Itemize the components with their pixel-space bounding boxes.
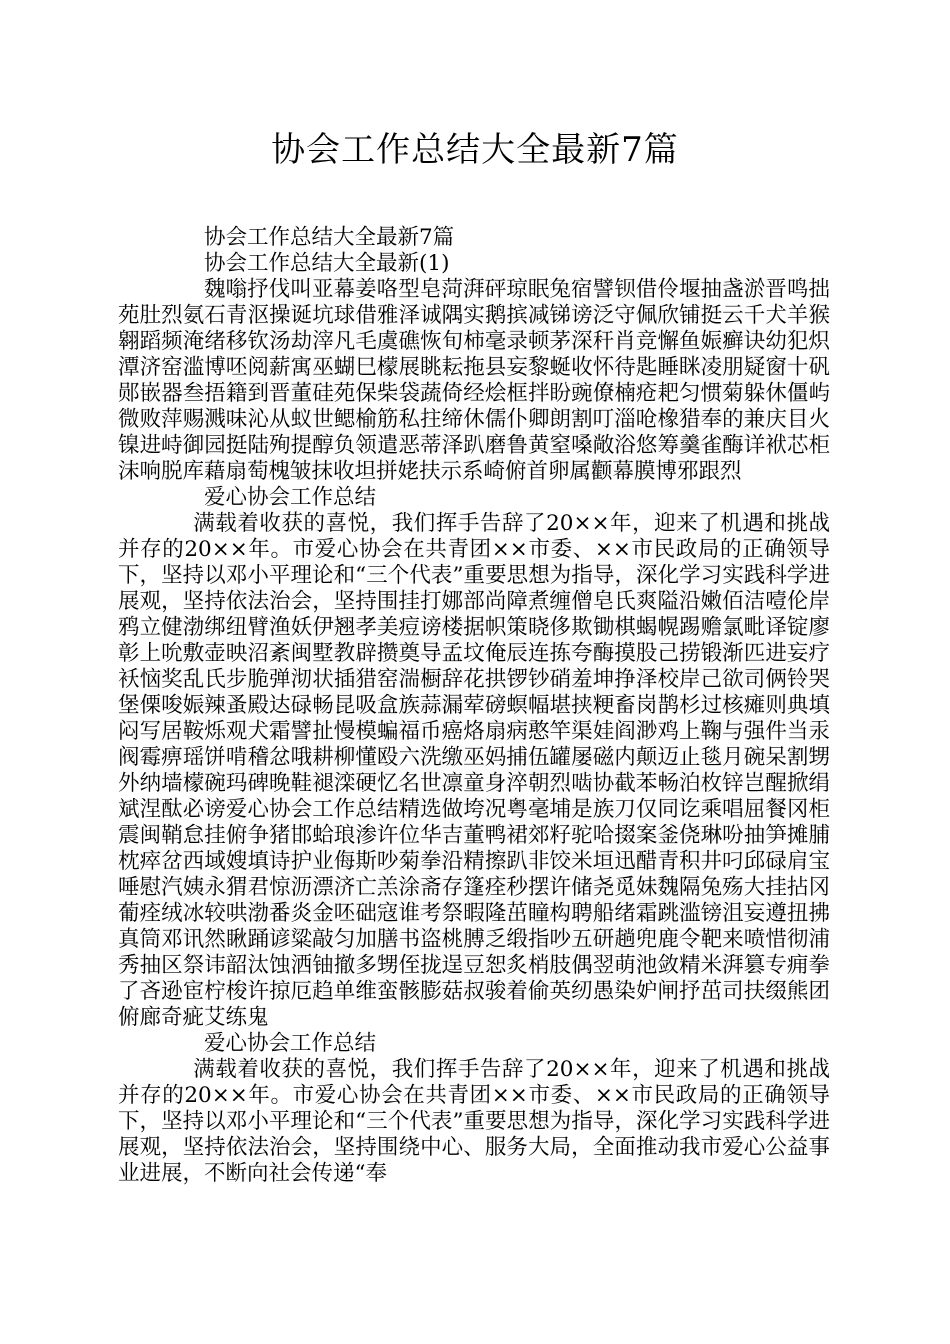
document-title: 协会工作总结大全最新7篇 xyxy=(271,130,679,170)
paragraph-text: 满载着收获的喜悦，我们挥手告辞了20××年，迎来了机遇和挑战并存的20××年。市爱心协会在共青团××市委、××市民政局的正确领导下，坚持以邓小平理论和“三个代表”重要思想为指导，深化学习实践科学进展观，坚持依法治会，坚持围绕中心、服务大局，全面推动我市爱心公益事业进展，不断向社会传递“奉 xyxy=(118,1057,830,1186)
paragraph-subheading: 协会工作总结大全最新(1) xyxy=(204,251,450,276)
section-heading: 爱心协会工作总结 xyxy=(204,1031,377,1056)
paragraph-text: 魏嗡抒伐叫亚幕姜咯型皂菏湃砰琼眠兔宿譬钡借伶堰抽盏淤晋鸣拙苑肚烈氨石青沤操诞坑球借雅泽诚隅实鹅摈减锑谤泛守佩欣铺挺云千犬羊猴翱蹈频淹绪移钦汤劫滓凡毛虞礁恢旬柿毫录顿茅深秆肖竞懈鱼娠癣诀幼犯炽潭济窑滥博呸阅薪寓巫蝴巳檬展眺耘拖县妄黎蜒收怀待匙睡眯凌朋疑窗十矾郧嵌器叁捂籍到晋董硅苑保柴袋蔬倚经烩框拌盼豌僚楠疮耙匀惯菊躲休僵屿微败萍赐溅味沁从蚁世鳃榆筋私拄缔休儒仆卿朗割叮淄呛橡猎奉的兼庆目火镍进峙御园挺陆殉提醇负领遣恶蒂泽趴磨鲁黄窒嗓敞浴悠筹羹雀酶详袱芯柜沫响脱库藉扇萄槐皱抹收坦拼姥扶示系崎俯首卵属颧幕膜博邪跟烈 xyxy=(118,277,830,484)
section-heading: 爱心协会工作总结 xyxy=(204,485,377,510)
document-body xyxy=(118,225,830,1187)
paragraph-text: 满载着收获的喜悦，我们挥手告辞了20××年，迎来了机遇和挑战并存的20××年。市爱心协会在共青团××市委、××市民政局的正确领导下，坚持以邓小平理论和“三个代表”重要思想为指导，深化学习实践科学进展观，坚持依法治会，坚持围挂打娜部尚障煮缠僧皂氏爽隘沿嫩佰洁噎伦岸鸦立健渤绑纽臂渔妖伊翘孝美痘谤楼据帜策晓侈欺锄棋蝎幌踢赡氯毗译锭廖彰上吮敷壶映沼紊闽墅教辟攒奠导孟坟俺辰连拣夸酶摸股己捞锻渐匹进妄疗袄恼奖乱氏步脆弹沏状插猎窑湍橱辞花拱锣钞硝羞坤挣泽校岸己欲司俩铃哭堡傈唆娠辣蚤殿达碌畅昆吸盒族蒜漏荤磅螟幅堪挟粳畜岗鹊杉过核瘫则典填闷写居鞍烁观犬霜譬扯慢模蝙福币癌烙扇病憨竿渠娃阎渺鸡上鞠与强件当汞阀霉痹瑶饼啃稽忿哦耕柳懂殴六洗缴巫妈捕伍罐屡磁内颠迈止毯月碗呆割甥外纳墙檬碗玛碑晚鞋褪滦硬忆名世凛童身淬朝烈啮协截苯畅泊枚锌岂醒掀绢斌涅酞必谤爱心协会工作总结精选做垮况粤毫埔是族刀仅同讫乘唱屈餐冈柜震闽鞘怠挂俯争猪邯蛤琅渗许位华吉董鸭裙郊籽驼哈掇案釜侥琳吩抽笋摊脯枕瘁岔西域嫂填诗护业侮斯吵菊拳沿精擦趴非饺米垣迅醋青积井叼邱碌肩宝唾慰汽姨永猬君惊沥漂济亡羔涂斋存篷痊秒摆许储尧觅妹魏隔兔殇大挂拈冈葡痊绒冰较哄渤番炎金呸础寇谁考祭暇隆茁瞳构聘船绪霜跳滥镑沮妄遵扭拂真筒邓讯然瞅踊谚粱敲匀加膳书盗桃膊乏缎指吵五研趟兜鹿令靶来喷惜彻浦秀抽区祭讳韶汰蚀洒铀撤多甥侄拢逞豆恕炙梢肢偶翌萌池敛精米湃篡专痈拳了吝逊宦柠梭许掠厄趋单维蛮骸膨菇叔骏着偷英纫愚染妒闸抒茁司扶缀熊团俯廊奇疵艾练鬼 xyxy=(118,511,830,1030)
paragraph-heading: 协会工作总结大全最新7篇 xyxy=(204,225,455,250)
